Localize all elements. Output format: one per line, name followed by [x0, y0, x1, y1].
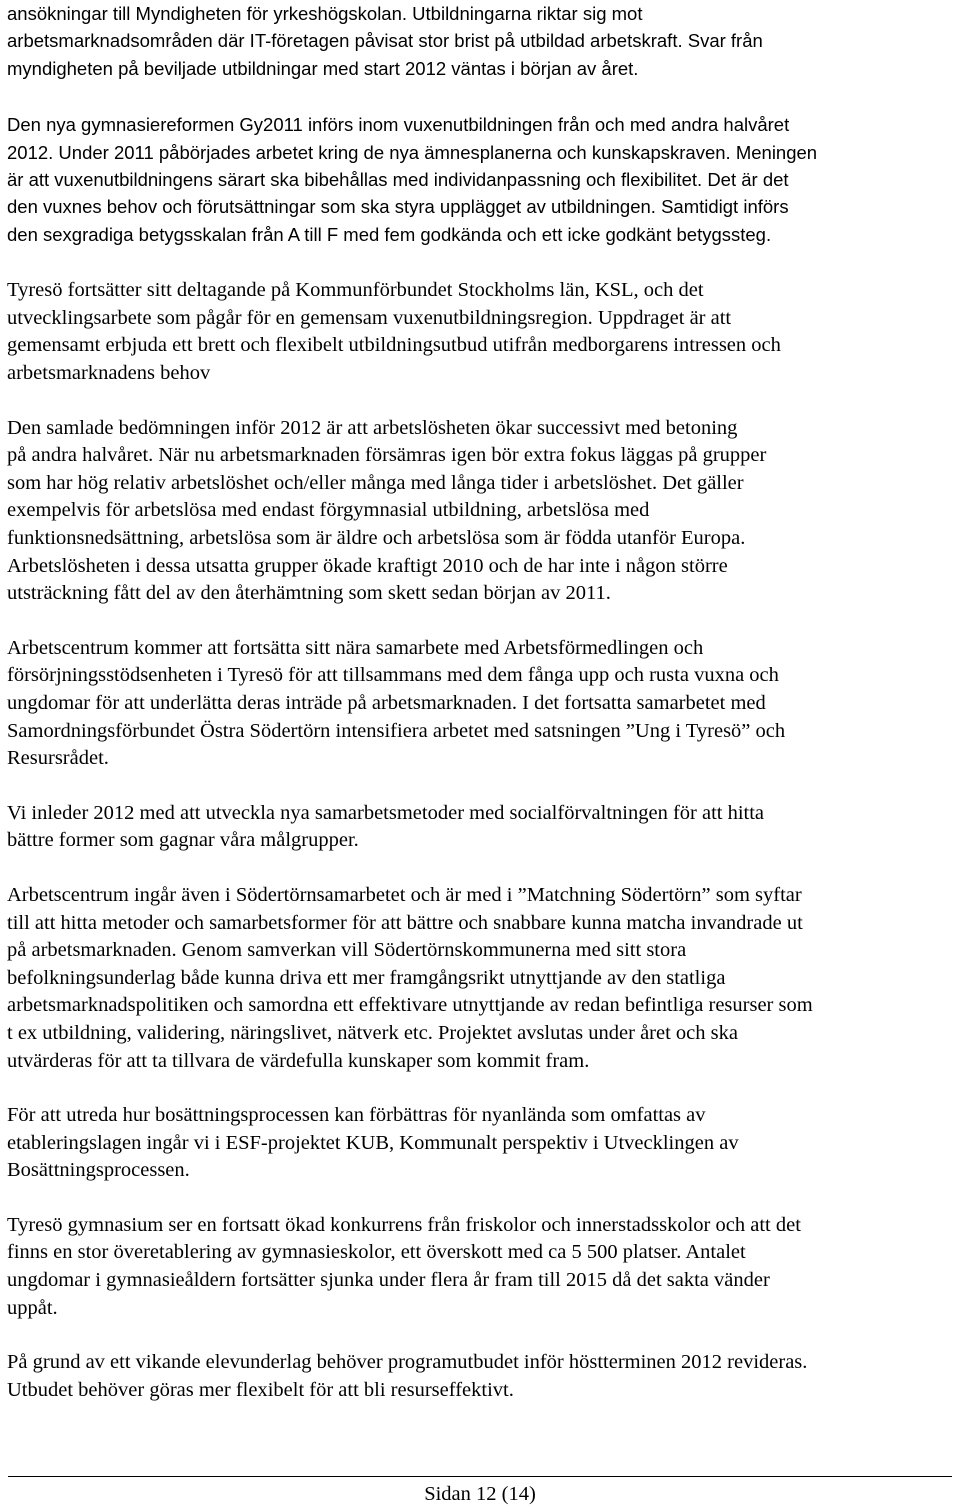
- paragraph-yrkeshogskolan: ansökningar till Myndigheten för yrkeshögskolan. Utbildningarna riktar sig mot arbetsmarknadsområden där IT-företagen påvisat stor brist på utbildad arbetskraft. Svar från myndigheten på beviljade utbildningar med start 2012 väntas i början av året.: [7, 3, 763, 79]
- document-body: [7, 0, 953, 1431]
- paragraph-socialforvaltningen: Vi inleder 2012 med att utveckla nya samarbetsmetoder med socialförvaltningen för att hitta bättre former som gagnar våra målgrupper.: [7, 801, 765, 852]
- paragraph-arbetsloshet: Den samlade bedömningen inför 2012 är att arbetslösheten ökar successivt med betoning på andra halvåret. När nu arbetsmarknaden försämras igen bör extra fokus läggas på grupper som har hög relativ arbetslöshet och/eller många med långa tider i arbetslöshet. Det gäller exempelvis för arbetslösa med endast förgymnasial utbildning, arbetslösa med funktionsnedsättning, arbetslösa som är äldre och arbetslösa som är födda utanför Europa. Arbetslösheten i dessa utsatta grupper ökade kraftigt 2010 och de har inte i någon större utsträckning fått del av den återhämtning som skett sedan början av 2011.: [7, 416, 767, 605]
- page-number: Sidan 12 (14): [424, 1483, 536, 1505]
- paragraph-arbetsformedlingen: Arbetscentrum kommer att fortsätta sitt nära samarbete med Arbetsförmedlingen och försörjningsstödsenheten i Tyresö för att tillsammans med dem fånga upp och rusta vuxna och ungdomar för att underlätta deras inträde på arbetsmarknaden. I det fortsatta samarbetet med Samordningsförbundet Östra Södertörn intensifiera arbetet med satsningen ”Ung i Tyresö” och Resursrådet.: [7, 636, 786, 770]
- paragraph-kub: För att utreda hur bosättningsprocessen kan förbättras för nyanlända som omfattas av etableringslagen ingår vi i ESF-projektet KUB, Kommunalt perspektiv i Utvecklingen av Bosättningsprocessen.: [7, 1104, 739, 1182]
- paragraph-ksl: Tyresö fortsätter sitt deltagande på Kommunförbundet Stockholms län, KSL, och det utvecklingsarbete som pågår för en gemensam vuxenutbildningsregion. Uppdraget är att gemensamt erbjuda ett brett och flexibelt utbildningsutbud utifrån medborgarens intressen och arbetsmarknadens behov: [7, 279, 781, 385]
- paragraph-gy2011: Den nya gymnasiereformen Gy2011 införs inom vuxenutbildningen från och med andra halvåret 2012. Under 2011 påbörjades arbetet kring de nya ämnesplanerna och kunskapskraven. Meningen är att vuxenutbildningens särart ska bibehållas med individanpassning och flexibilitet. Det är det den vuxnes behov och förutsättningar som ska styra upplägget av utbildningen. Samtidigt införs den sexgradiga betygsskalan från A till F med fem godkända och ett icke godkänt betygssteg.: [7, 114, 818, 245]
- paragraph-programutbud: På grund av ett vikande elevunderlag behöver programutbudet inför höstterminen 2012 revideras. Utbudet behöver göras mer flexibelt för att bli resurseffektivt.: [7, 1351, 808, 1401]
- paragraph-matchning-sodertorn: Arbetscentrum ingår även i Södertörnsamarbetet och är med i ”Matchning Södertörn” som syftar till att hitta metoder och samarbetsformer för att bättre och snabbare kunna matcha invandrade ut på arbetsmarknaden. Genom samverkan vill Södertörnskommunerna med sitt stora befolkningsunderlag både kunna driva ett mer framgångsrikt utnyttjande av den statliga arbetsmarknadspolitiken och samordna ett effektivare utnyttjande av redan befintliga resurser som t ex utbildning, validering, näringslivet, nätverk etc. Projektet avslutas under året och ska utvärderas för att ta tillvara de värdefulla kunskaper som kommit fram.: [7, 883, 813, 1072]
- paragraph-tyreso-gymnasium: Tyresö gymnasium ser en fortsatt ökad konkurrens från friskolor och innerstadsskolor och att det finns en stor överetablering av gymnasieskolor, ett överskott med ca 5 500 platser. Antalet ungdomar i gymnasieåldern fortsätter sjunka under flera år fram till 2015 då det sakta vänder uppåt.: [7, 1213, 801, 1319]
- footer-divider: [8, 1476, 952, 1477]
